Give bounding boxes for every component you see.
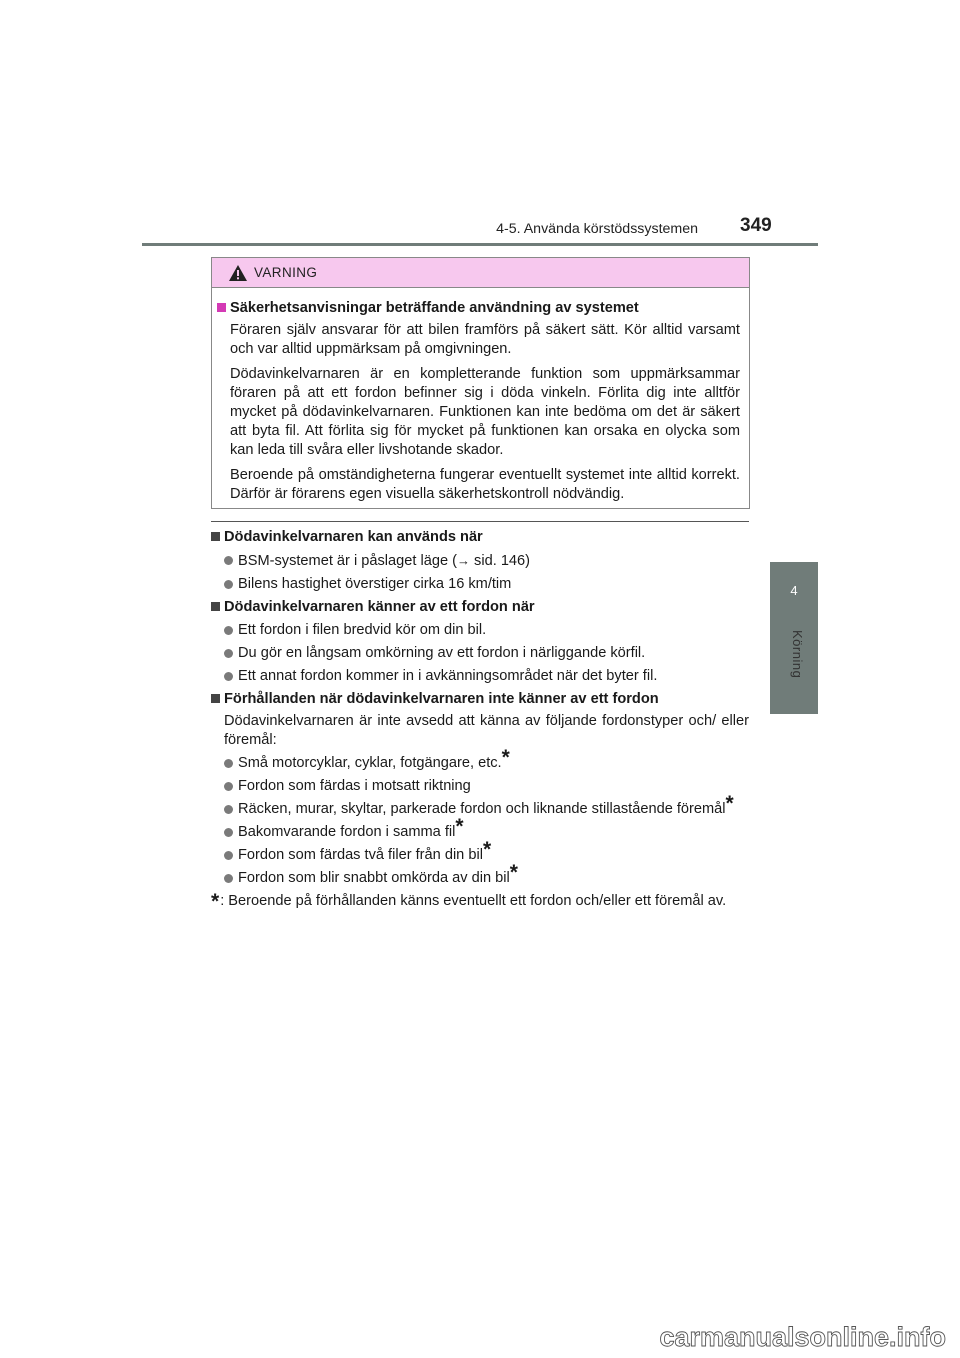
asterisk-icon: * bbox=[725, 792, 734, 815]
list-item bbox=[224, 551, 749, 571]
warning-heading bbox=[217, 299, 740, 318]
warning-paragraph: Beroende på omständigheterna fungerar eventuellt systemet inte alltid korrekt. Därför är förarens egen visuella säkerhetskontroll nödvändig. bbox=[230, 467, 740, 502]
list-item-text: Små motorcyklar, cyklar, fotgängare, etc. bbox=[238, 755, 502, 771]
list-item-text: Fordon som blir snabbt omkörda av din bil bbox=[238, 870, 510, 886]
page-reference-link[interactable]: sid. 146) bbox=[470, 553, 531, 569]
warning-paragraph: Föraren själv ansvarar för att bilen framförs på säkert sätt. Kör alltid varsamt och var alltid uppmärksam på omgivningen. bbox=[230, 322, 740, 357]
page-number: 349 bbox=[740, 215, 772, 236]
header-rule bbox=[142, 243, 818, 246]
list-item-text: Ett annat fordon kommer in i avkänningsområdet när det byter fil. bbox=[238, 668, 658, 684]
list-item bbox=[224, 575, 749, 594]
section-divider bbox=[211, 521, 749, 522]
list-item bbox=[224, 838, 749, 865]
chapter-number: 4 bbox=[790, 583, 798, 598]
round-bullet-icon bbox=[224, 649, 233, 658]
list-item bbox=[224, 861, 749, 888]
square-bullet-icon bbox=[211, 694, 220, 703]
warning-paragraph: Dödavinkelvarnaren är en kompletterande funktion som uppmärksammar föraren på att ett fordon befinner sig i döda vinkeln. Förlita dig inte alltför mycket på dödavinkelvarnaren. Funktionen kan inte bedöma om det är säkert att byta fil. Att förlita sig för mycket på funktionen kan orsaka en olycka som kan leda till svåra eller livshotande skador. bbox=[230, 366, 740, 458]
section-heading-text: Dödavinkelvarnaren kan används när bbox=[224, 529, 483, 545]
list-item bbox=[224, 777, 749, 796]
section-heading-text: Förhållanden när dödavinkelvarnaren inte känner av ett fordon bbox=[224, 691, 659, 707]
arrow-right-icon: → bbox=[457, 553, 470, 568]
watermark-text: carmanualsonline.info bbox=[659, 1322, 946, 1352]
square-bullet-icon bbox=[211, 602, 220, 611]
list-item-text: Fordon som färdas två filer från din bil bbox=[238, 847, 483, 863]
chapter-label-wrap bbox=[780, 630, 810, 700]
section-intro: Dödavinkelvarnaren är inte avsedd att känna av följande fordonstyper och/ eller föremål: bbox=[224, 713, 749, 748]
round-bullet-icon bbox=[224, 851, 233, 860]
list-item-text: Fordon som färdas i motsatt riktning bbox=[238, 778, 471, 794]
asterisk-icon: * bbox=[482, 838, 492, 861]
footnote-asterisk-icon: * bbox=[211, 890, 220, 913]
list-item-text: Du gör en långsam omkörning av ett fordon i närliggande körfil. bbox=[238, 645, 646, 661]
footnote bbox=[211, 892, 749, 912]
warning-body bbox=[212, 288, 749, 504]
square-bullet-icon bbox=[211, 532, 220, 541]
round-bullet-icon bbox=[224, 580, 233, 589]
chapter-tab[interactable] bbox=[770, 562, 818, 620]
list-item bbox=[224, 792, 749, 819]
round-bullet-icon bbox=[224, 874, 233, 883]
list-item-text: BSM-systemet är i påslaget läge ( bbox=[238, 553, 457, 569]
asterisk-icon: * bbox=[509, 861, 518, 884]
list-item bbox=[224, 746, 749, 773]
warning-triangle-icon bbox=[228, 264, 248, 282]
round-bullet-icon bbox=[224, 782, 233, 791]
asterisk-icon: * bbox=[455, 815, 464, 838]
header-section-title: 4-5. Använda körstödssystemen bbox=[496, 221, 698, 237]
round-bullet-icon bbox=[224, 805, 233, 814]
list-item-text: Räcken, murar, skyltar, parkerade fordon och liknande stillastående föremål bbox=[238, 801, 726, 817]
round-bullet-icon bbox=[224, 828, 233, 837]
main-content bbox=[211, 528, 749, 912]
section-heading-text: Dödavinkelvarnaren känner av ett fordon när bbox=[224, 599, 535, 615]
list-item-text: Ett fordon i filen bredvid kör om din bil. bbox=[238, 622, 487, 638]
asterisk-icon: * bbox=[501, 746, 510, 769]
list-item-text: Bilens hastighet överstiger cirka 16 km/tim bbox=[238, 576, 512, 592]
chapter-label: Körning bbox=[790, 630, 805, 679]
round-bullet-icon bbox=[224, 759, 233, 768]
section-heading bbox=[211, 598, 749, 617]
square-bullet-icon bbox=[217, 303, 226, 312]
list-item bbox=[224, 621, 749, 640]
warning-box bbox=[211, 257, 750, 509]
watermark bbox=[570, 1316, 950, 1356]
footnote-text: : Beroende på förhållanden känns eventuellt ett fordon och/eller ett föremål av. bbox=[220, 893, 727, 909]
section-heading bbox=[211, 690, 749, 709]
warning-header bbox=[212, 258, 749, 288]
list-item bbox=[224, 644, 749, 663]
section-heading bbox=[211, 528, 749, 547]
round-bullet-icon bbox=[224, 672, 233, 681]
warning-heading-text: Säkerhetsanvisningar beträffande användning av systemet bbox=[230, 300, 639, 316]
warning-label: VARNING bbox=[254, 265, 318, 280]
round-bullet-icon bbox=[224, 556, 233, 565]
round-bullet-icon bbox=[224, 626, 233, 635]
list-item bbox=[224, 667, 749, 686]
list-item-text: Bakomvarande fordon i samma fil bbox=[238, 824, 456, 840]
